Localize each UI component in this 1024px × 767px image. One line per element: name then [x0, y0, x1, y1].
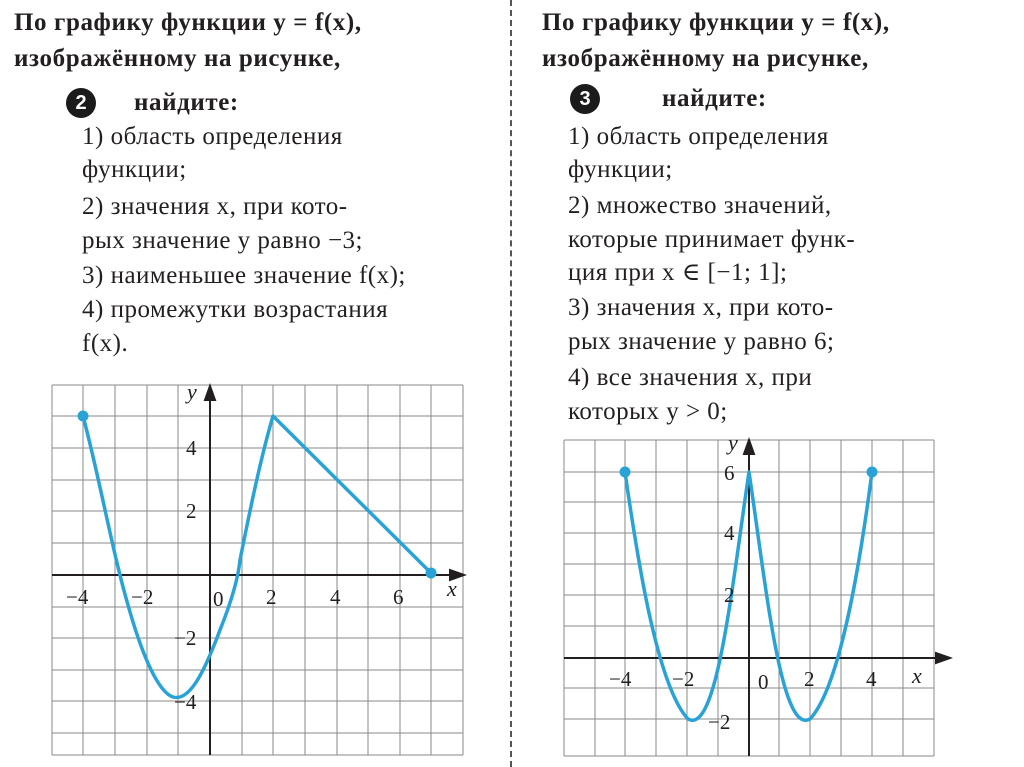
x-tick-label: 2 [266, 585, 277, 609]
x-axis-label: x [447, 576, 457, 601]
task-number-badge: 2 [66, 88, 96, 118]
find-label: найдите: [134, 89, 239, 116]
question-item: 1) область определения [568, 123, 829, 150]
question-item: 2) множество значений, [568, 192, 832, 219]
task-3-column [512, 0, 1024, 767]
question-item: функции; [82, 156, 187, 183]
question-item: f(x). [82, 330, 129, 357]
find-label: найдите: [662, 85, 767, 112]
question-item: функции; [568, 156, 673, 183]
function-graph-2 [50, 380, 470, 760]
y-axis-arrow [744, 440, 754, 454]
axes [52, 386, 464, 755]
y-tick-label: −4 [174, 690, 197, 714]
x-tick-label: −2 [672, 667, 695, 691]
x-tick-label: 2 [804, 667, 815, 691]
curve-endpoint [620, 467, 631, 478]
question-item: 3) наименьшее значение f(x); [82, 262, 406, 289]
grid [52, 385, 463, 755]
x-tick-label: −4 [609, 667, 632, 691]
function-graph-3 [562, 436, 986, 760]
question-item: 4) промежутки возрастания [82, 296, 389, 323]
question-item: которых y > 0; [568, 398, 728, 425]
y-tick-label: −2 [708, 710, 731, 734]
question-item: рых значение y равно −3; [82, 227, 363, 254]
question-item: рых значение y равно 6; [568, 328, 835, 355]
y-tick-label: 6 [724, 461, 735, 485]
x-tick-label: 6 [393, 585, 404, 609]
task-heading-line2: изображённому на рисунке, [14, 45, 341, 72]
question-item: 1) область определения [82, 123, 343, 150]
question-item: 3) значения x, при кото- [568, 294, 834, 321]
question-item: 2) значения x, при кото- [82, 193, 348, 220]
x-tick-label: −2 [131, 585, 154, 609]
curve-endpoint [78, 411, 89, 422]
task-number-badge: 3 [570, 84, 600, 114]
curve-endpoint [867, 467, 878, 478]
task-2-column [0, 0, 510, 767]
y-tick-label: 2 [724, 583, 735, 607]
y-tick-label: 4 [724, 521, 735, 545]
x-axis-label: x [912, 663, 922, 688]
x-tick-label: 4 [330, 585, 341, 609]
x-tick-label: −4 [66, 585, 89, 609]
origin-label: 0 [213, 587, 224, 611]
y-axis-arrow [205, 386, 215, 400]
question-item: ция при x ∈ [−1; 1]; [568, 259, 788, 286]
question-item: которые принимает функ- [568, 226, 856, 253]
y-axis-label: y [187, 380, 197, 404]
y-tick-label: −2 [174, 626, 197, 650]
task-heading-line1: По графику функции y = f(x), [542, 9, 890, 36]
question-item: 4) все значения x, при [568, 364, 813, 391]
y-axis-label: y [728, 436, 738, 455]
curve-endpoint [426, 568, 437, 579]
y-tick-label: 4 [186, 436, 197, 460]
function-curve [83, 416, 431, 698]
x-tick-label: 4 [866, 667, 877, 691]
x-axis-arrow [936, 653, 950, 663]
y-tick-label: 2 [186, 499, 197, 523]
axes [564, 440, 950, 756]
task-heading-line1: По графику функции y = f(x), [14, 9, 362, 36]
origin-label: 0 [758, 670, 769, 694]
task-heading-line2: изображённому на рисунке, [542, 45, 869, 72]
